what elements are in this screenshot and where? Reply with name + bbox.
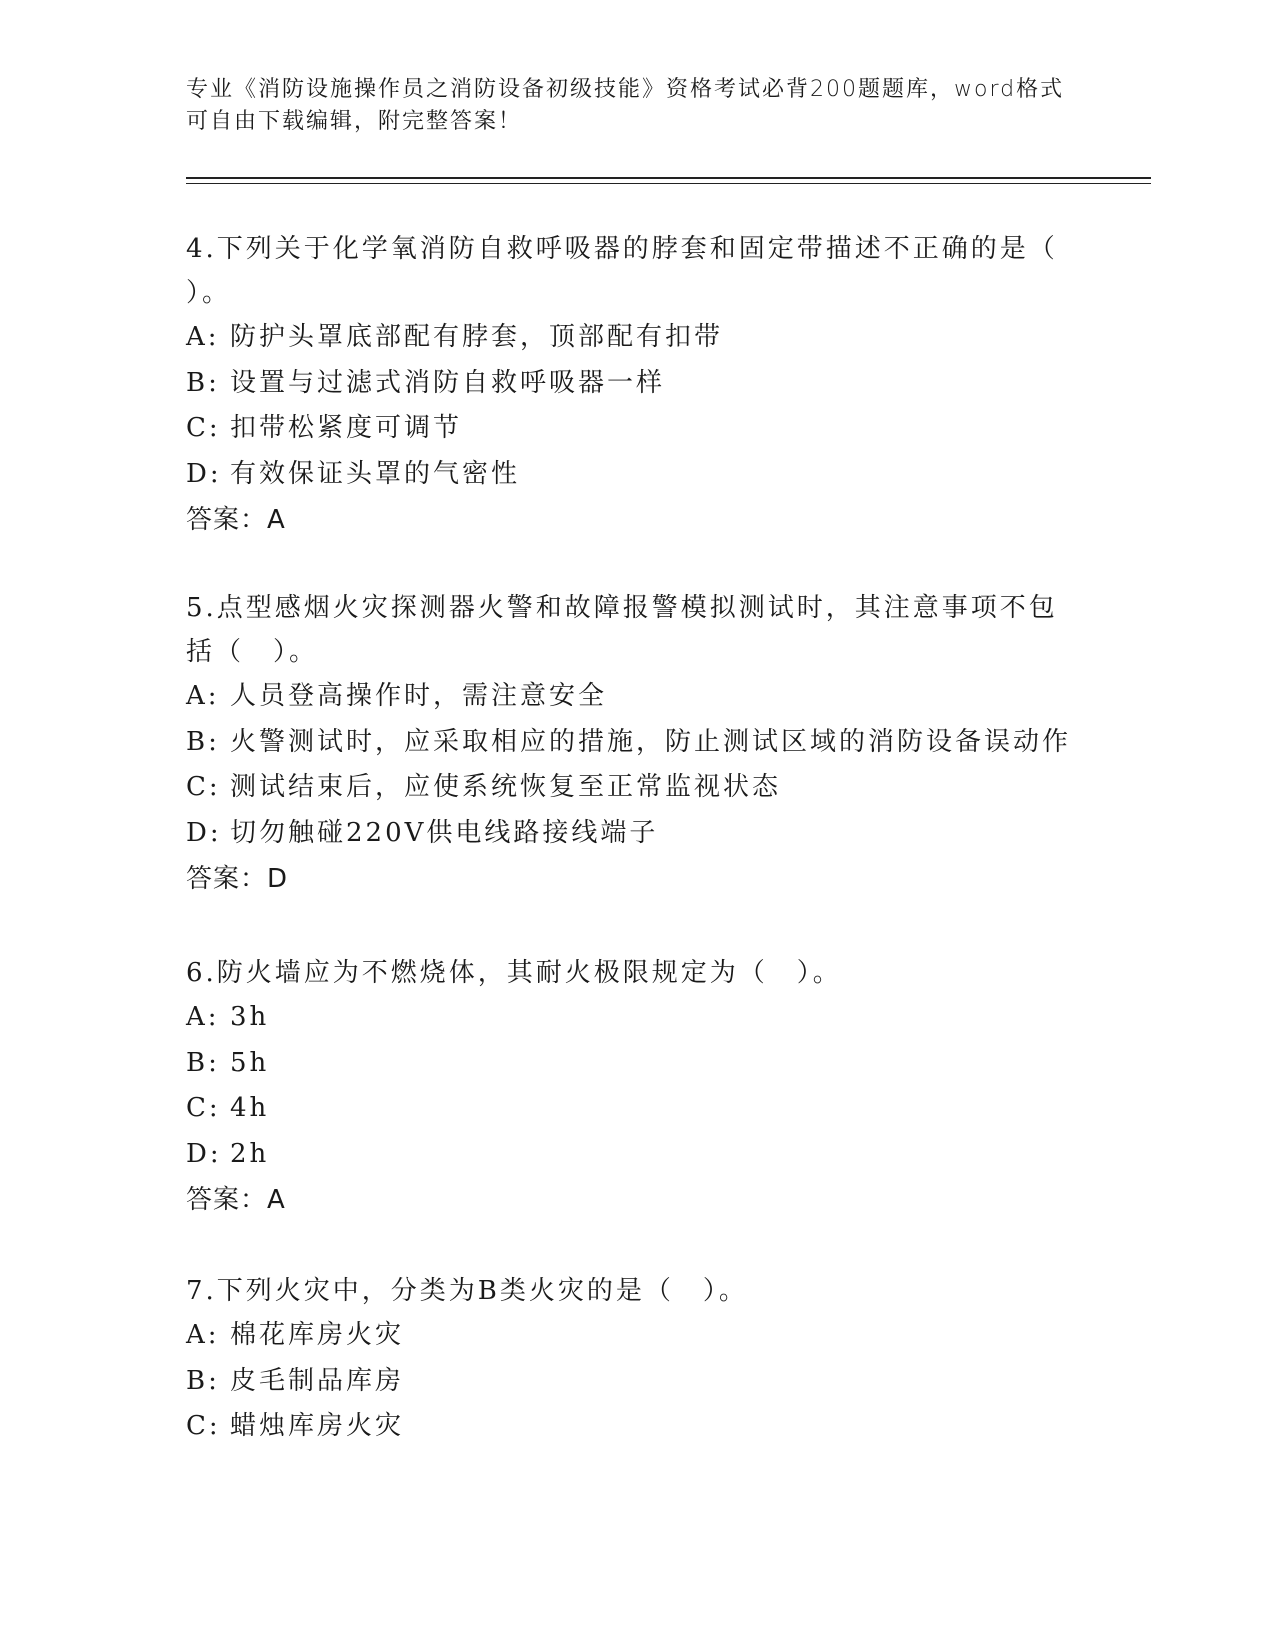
option-text: 人员登高操作时，需注意安全 (230, 681, 608, 711)
question-stem: 6.防火墙应为不燃烧体，其耐火极限规定为（ ）。 (186, 958, 842, 988)
option-text: 切勿触碰220V供电线路接线端子 (230, 817, 659, 848)
question-stem: 7.下列火灾中，分类为B类火灾的是（ ）。 (186, 1276, 748, 1306)
option-key: A: (186, 1002, 220, 1032)
option-text: 5h (230, 1047, 270, 1078)
option-text: 蜡烛库房火灾 (230, 1411, 405, 1441)
option-text: 棉花库房火灾 (230, 1320, 405, 1350)
option-key: B: (186, 367, 220, 398)
option-key: A: (186, 322, 220, 352)
option-c (186, 406, 1086, 452)
option-key: A: (186, 1320, 220, 1350)
document-header: 专业《消防设施操作员之消防设备初级技能》资格考试必背200题题库，word格式可自由下载编辑，附完整答案！ (186, 77, 1065, 134)
option-text: 火警测试时，应采取相应的措施，防止测试区域的消防设备误动作 (230, 726, 1072, 757)
option-d (186, 1132, 1086, 1178)
option-key: D: (186, 458, 222, 489)
option-a (186, 1313, 1086, 1359)
option-text: 有效保证头罩的气密性 (230, 458, 521, 489)
option-key: C: (186, 413, 221, 443)
option-a (186, 315, 1086, 361)
option-key: B: (186, 1365, 220, 1396)
option-c (186, 1086, 1086, 1132)
question-4 (186, 227, 1086, 543)
question-5 (186, 586, 1086, 902)
option-b (186, 1041, 1086, 1087)
option-text: 设置与过滤式消防自救呼吸器一样 (230, 367, 666, 398)
option-text: 扣带松紧度可调节 (230, 413, 463, 443)
option-text: 防护头罩底部配有脖套，顶部配有扣带 (230, 322, 724, 352)
question-stem: 5.点型感烟火灾探测器火警和故障报警模拟测试时，其注意事项不包括（ ）。 (186, 593, 1058, 667)
option-key: C: (186, 772, 221, 802)
option-key: D: (186, 817, 222, 848)
header-divider-bottom (186, 183, 1151, 184)
option-text: 测试结束后，应使系统恢复至正常监视状态 (230, 772, 782, 802)
option-a (186, 674, 1086, 720)
option-text: 4h (230, 1093, 270, 1123)
option-key: B: (186, 1047, 220, 1078)
option-c (186, 765, 1086, 811)
answer-label: 答案：A (186, 505, 286, 535)
option-key: B: (186, 726, 220, 757)
option-b (186, 1359, 1086, 1405)
option-text: 3h (230, 1002, 270, 1032)
question-7 (186, 1269, 1086, 1450)
answer-label: 答案：D (186, 864, 289, 894)
answer-label: 答案：A (186, 1185, 286, 1215)
option-key: A: (186, 681, 220, 711)
option-text: 2h (230, 1138, 270, 1169)
option-b (186, 720, 1086, 766)
question-6 (186, 951, 1086, 1223)
option-d (186, 811, 1086, 857)
option-key: D: (186, 1138, 222, 1169)
option-key: C: (186, 1093, 221, 1123)
option-a (186, 995, 1086, 1041)
option-c (186, 1404, 1086, 1450)
header-divider-top (186, 177, 1151, 179)
option-text: 皮毛制品库房 (230, 1365, 405, 1396)
option-key: C: (186, 1411, 221, 1441)
option-d (186, 452, 1086, 498)
question-stem: 4.下列关于化学氧消防自救呼吸器的脖套和固定带描述不正确的是（ ）。 (186, 234, 1058, 308)
option-b (186, 361, 1086, 407)
